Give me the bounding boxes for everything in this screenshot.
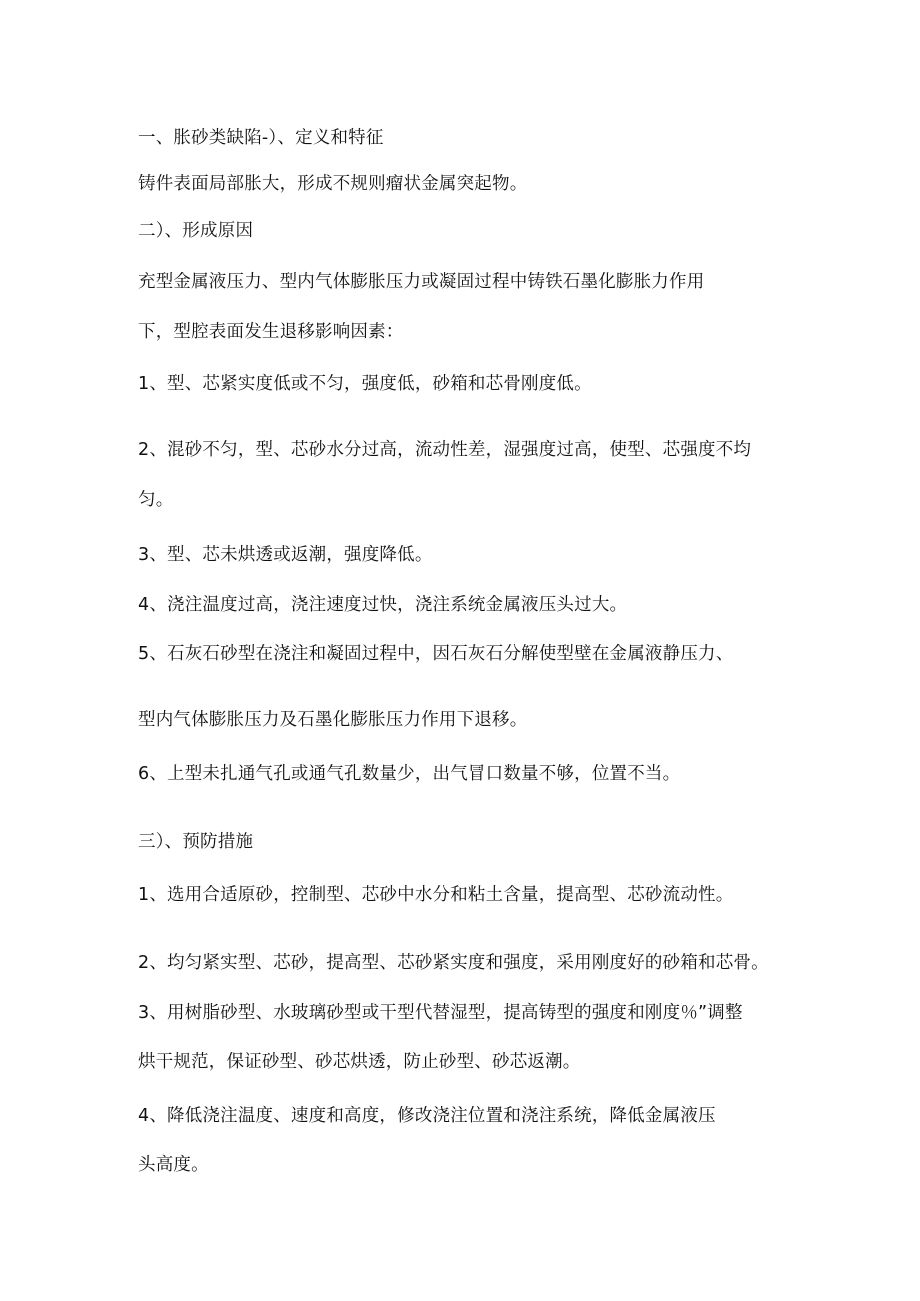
- section-heading-definition: 一、胀砂类缺陷-）、定义和特征: [138, 128, 384, 148]
- prevention-item-3-line-2: 烘干规范，保证砂型、砂芯烘透，防止砂型、砂芯返潮。: [138, 1052, 581, 1072]
- cause-item-5-line-2: 型内气体膨胀压力及石墨化膨胀压力作用下退移。: [138, 710, 528, 730]
- prevention-item-4-line-1: 4、降低浇注温度、速度和高度，修改浇注位置和浇注系统，降低金属液压: [138, 1106, 716, 1126]
- prevention-item-3-line-1: 3、用树脂砂型、水玻璃砂型或干型代替湿型，提高铸型的强度和刚度％”调整: [138, 1003, 743, 1023]
- paragraph-definition: 铸件表面局部胀大，形成不规则瘤状金属突起物。: [138, 174, 528, 194]
- cause-item-4: 4、浇注温度过高，浇注速度过快，浇注系统金属液压头过大。: [138, 595, 628, 615]
- cause-item-1: 1、型、芯紧实度低或不匀，强度低，砂箱和芯骨刚度低。: [138, 374, 592, 394]
- section-heading-causes: 二）、形成原因: [138, 221, 254, 241]
- cause-item-5-line-1: 5、石灰石砂型在浇注和凝固过程中，因石灰石分解使型壁在金属液静压力、: [138, 644, 734, 664]
- cause-item-6: 6、上型未扎通气孔或通气孔数量少，出气冒口数量不够，位置不当。: [138, 764, 681, 784]
- prevention-item-1: 1、选用合适原砂，控制型、芯砂中水分和粘土含量，提高型、芯砂流动性。: [138, 885, 734, 905]
- prevention-item-4-line-2: 头高度。: [138, 1155, 209, 1175]
- section-heading-prevention: 三）、预防措施: [138, 832, 254, 852]
- paragraph-causes-line-2: 下，型腔表面发生退移影响因素：: [138, 322, 404, 342]
- cause-item-3: 3、型、芯未烘透或返潮，强度降低。: [138, 545, 433, 565]
- paragraph-causes-line-1: 充型金属液压力、型内气体膨胀压力或凝固过程中铸铁石墨化膨胀力作用: [138, 272, 705, 292]
- cause-item-2-line-1: 2、混砂不匀，型、芯砂水分过高，流动性差，湿强度过高，使型、芯强度不均: [138, 440, 752, 460]
- prevention-item-2: 2、均匀紧实型、芯砂，提高型、芯砂紧实度和强度，采用刚度好的砂箱和芯骨。: [138, 953, 769, 973]
- cause-item-2-line-2: 匀。: [138, 490, 174, 510]
